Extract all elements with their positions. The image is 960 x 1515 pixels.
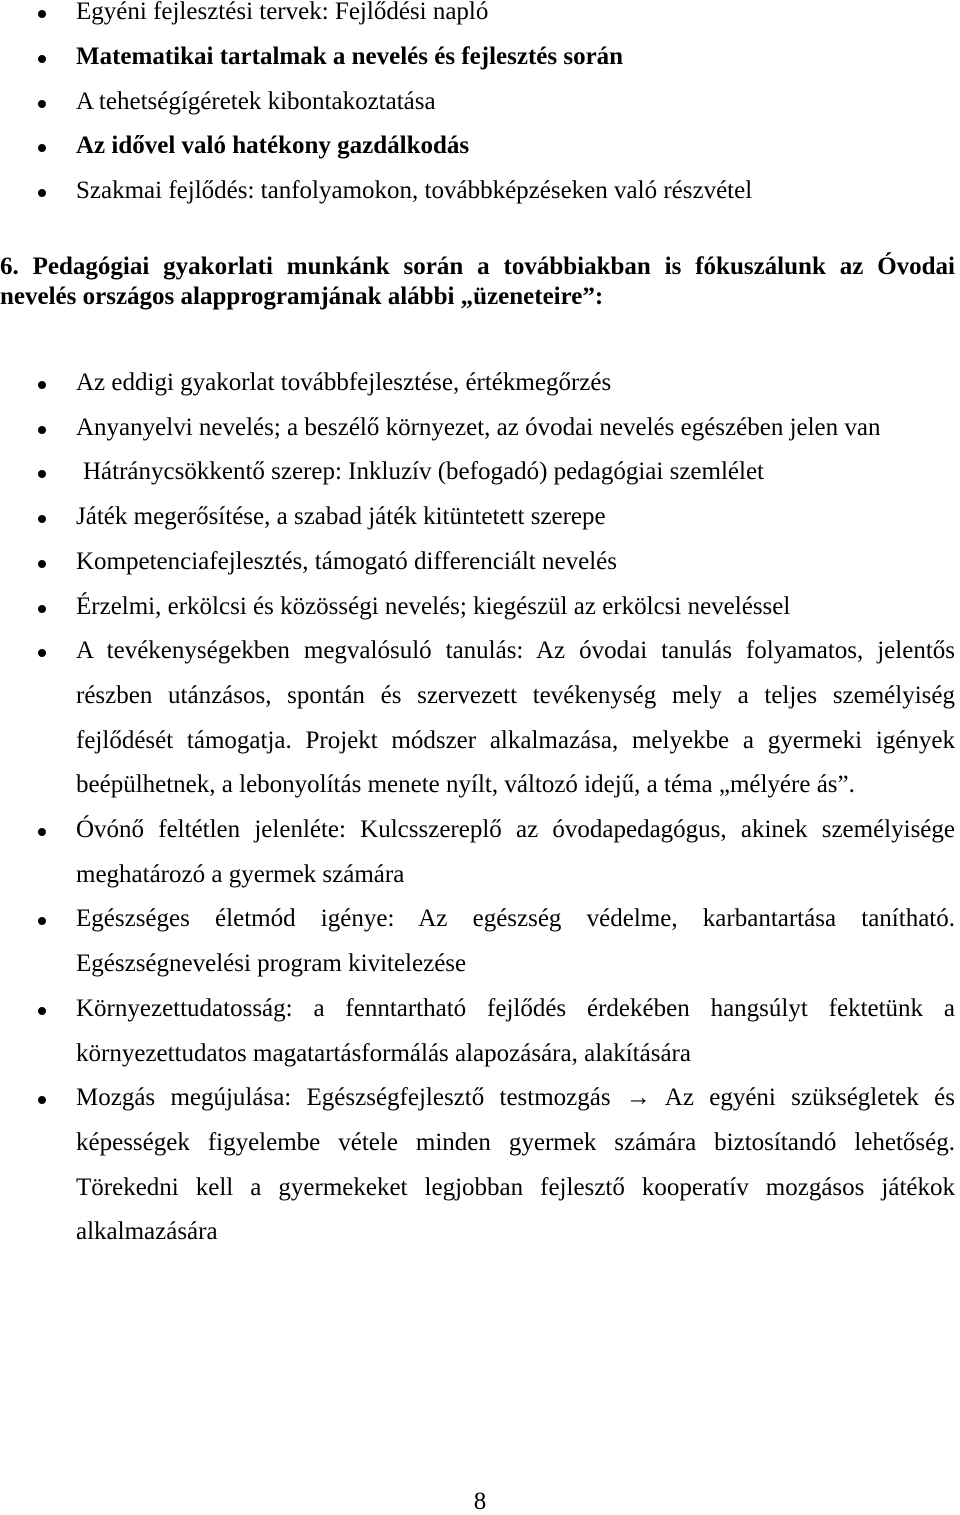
bullet-icon — [38, 560, 46, 568]
bullet-icon — [38, 649, 46, 657]
list-item — [0, 585, 955, 630]
bullet-icon — [38, 828, 46, 836]
list-item-text: Mozgás megújulása: Egészségfejlesztő testmozgás → Az egyéni szükségletek és képességek figyelembe vétele minden gyermek számára biztosítandó lehetőség. Törekedni kell a gyermekeket legjobban fejlesztő kooperatív mozgásos játékok alkalmazására — [76, 1084, 955, 1246]
list-item-text: Az idővel való hatékony gazdálkodás — [76, 132, 470, 160]
list-item — [0, 406, 955, 451]
list-item-text: Hátránycsökkentő szerep: Inkluzív (befogadó) pedagógiai szemlélet — [83, 458, 764, 486]
bullet-icon — [38, 381, 46, 389]
bullet-icon — [38, 10, 46, 18]
page-number: 8 — [473, 1488, 487, 1515]
bullet-icon — [38, 515, 46, 523]
bullet-icon — [38, 470, 46, 478]
bullet-icon — [38, 144, 46, 152]
bullet-icon — [38, 1096, 46, 1104]
list-item — [0, 169, 955, 214]
list-item — [0, 808, 955, 897]
list-item-text: Környezettudatosság: a fenntartható fejlődés érdekében hangsúlyt fektetünk a környezettudatos magatartásformálás alapozására, alakítására — [76, 994, 955, 1067]
list-item-text: Érzelmi, erkölcsi és közösségi nevelés; kiegészül az erkölcsi neveléssel — [76, 592, 791, 620]
list-item-text: Egyéni fejlesztési tervek: Fejlődési napló — [76, 0, 489, 25]
messages-bullet-list — [0, 361, 955, 1255]
bullet-icon — [38, 426, 46, 434]
list-item-text: Szakmai fejlődés: tanfolyamokon, továbbképzéseken való részvétel — [76, 177, 753, 205]
list-item-text: A tevékenységekben megvalósuló tanulás: Az óvodai tanulás folyamatos, jelentős részben utánzásos, spontán és szervezett tevékenység mely a teljes személyiség fejlődését támogatja. Projekt módszer alkalmazása, melyekbe a gyermeki igények beépülhetnek, a lebonyolítás menete nyílt, változó idejű, a téma „mélyére ás”. — [76, 637, 955, 799]
section-heading-text: Pedagógiai gyakorlati munkánk során a továbbiakban is fókuszálunk az Óvodai nevelés országos alapprogramjának alábbi „üzeneteire”: — [0, 252, 955, 310]
list-item — [0, 124, 955, 169]
list-item-text: Matematikai tartalmak a nevelés és fejlesztés során — [76, 42, 624, 70]
bullet-icon — [38, 917, 46, 925]
list-item — [0, 629, 955, 808]
list-item-text: Az eddigi gyakorlat továbbfejlesztése, értékmegőrzés — [76, 369, 612, 396]
list-item — [0, 450, 955, 495]
list-item — [0, 361, 955, 406]
list-item — [0, 540, 955, 585]
top-bullet-list — [0, 0, 955, 214]
list-item — [0, 1076, 955, 1255]
list-item — [0, 897, 955, 986]
section-heading — [0, 252, 955, 312]
bullet-icon — [38, 605, 46, 613]
bullet-icon — [38, 55, 46, 63]
list-item — [0, 80, 955, 125]
bullet-icon — [38, 1007, 46, 1015]
list-item-text: Óvónő feltétlen jelenléte: Kulcsszereplő az óvodapedagógus, akinek személyisége meghatározó a gyermek számára — [76, 816, 955, 888]
list-item — [0, 35, 955, 80]
list-item-text: Egészséges életmód igénye: Az egészség védelme, karbantartása tanítható. Egészségnevelési program kivitelezése — [76, 905, 955, 978]
list-item — [0, 0, 955, 35]
list-item — [0, 987, 955, 1076]
list-item-text: Játék megerősítése, a szabad játék kitüntetett szerepe — [76, 503, 606, 531]
list-item-text: Kompetenciafejlesztés, támogató differenciált nevelés — [76, 547, 617, 575]
section-number: 6. — [0, 252, 19, 280]
list-item — [0, 495, 955, 540]
list-item-text: A tehetségígéretek kibontakoztatása — [76, 87, 436, 115]
list-item-text: Anyanyelvi nevelés; a beszélő környezet, az óvodai nevelés egészében jelen van — [76, 413, 881, 441]
bullet-icon — [38, 100, 46, 108]
bullet-icon — [38, 189, 46, 197]
